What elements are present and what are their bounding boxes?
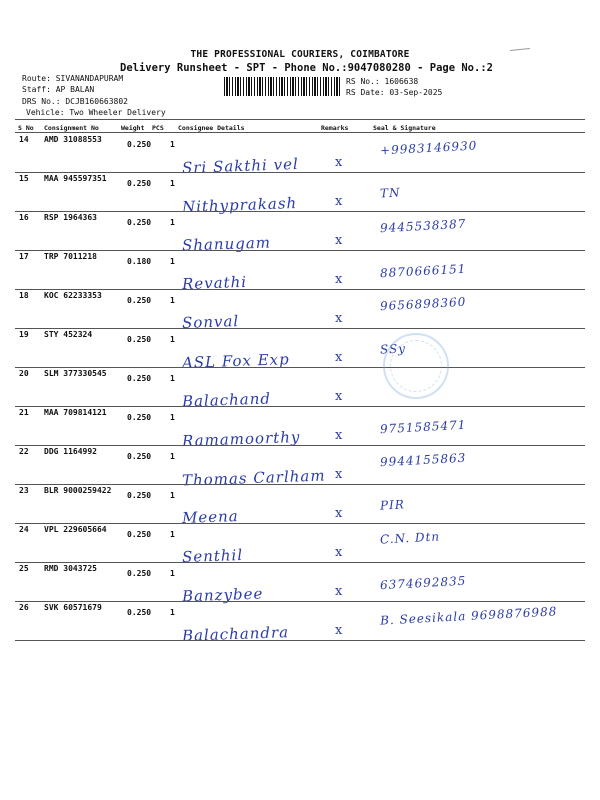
- row-remark-mark: x: [335, 623, 344, 638]
- row-weight: 0.250: [127, 452, 152, 461]
- row-weight: 0.250: [127, 413, 152, 422]
- row-handwritten-name: Sonval: [181, 312, 240, 332]
- row-handwritten-seal: 9751585471: [379, 417, 467, 437]
- seal-stamp-inner: [390, 340, 442, 392]
- row-weight: 0.250: [127, 335, 152, 344]
- row-handwritten-name: Nithyprakash: [181, 193, 298, 217]
- row-remark-mark: x: [335, 311, 344, 326]
- col-consignee: Consignee Details: [178, 124, 245, 132]
- row-pcs: 1: [170, 140, 175, 149]
- company-title: THE PROFESSIONAL COURIERS, COIMBATORE: [190, 49, 410, 60]
- row-sno: 23: [19, 486, 29, 495]
- route-label: Route: SIVANANDAPURAM: [22, 74, 124, 83]
- row-pcs: 1: [170, 218, 175, 227]
- row-consignment: BLR 9000259422: [44, 486, 112, 495]
- row-handwritten-name: ASL Fox Exp: [181, 350, 290, 372]
- row-sno: 21: [19, 408, 29, 417]
- row-sno: 20: [19, 369, 29, 378]
- row-consignment: RMD 3043725: [44, 564, 97, 573]
- row-consignment: MAA 709814121: [44, 408, 107, 417]
- rs-date: RS Date: 03-Sep-2025: [346, 88, 443, 97]
- row-handwritten-name: Thomas Carlham: [181, 466, 326, 490]
- row-weight: 0.250: [127, 218, 152, 227]
- row-handwritten-seal: 6374692835: [379, 573, 467, 593]
- row-handwritten-seal: B. Seesikala 9698876988: [379, 604, 558, 628]
- rs-number: RS No.: 1606638: [346, 77, 419, 86]
- row-sno: 18: [19, 291, 29, 300]
- col-sno: S No: [18, 124, 34, 132]
- row-remark-mark: x: [335, 350, 344, 365]
- row-handwritten-name: Sri Sakthi vel: [181, 154, 300, 178]
- col-weight: Weight: [121, 124, 145, 132]
- row-sno: 14: [19, 135, 29, 144]
- row-weight: 0.250: [127, 179, 152, 188]
- row-consignment: TRP 7011218: [44, 252, 97, 261]
- row-rule: [15, 367, 585, 368]
- row-handwritten-seal: C.N. Dtn: [379, 529, 441, 547]
- row-sno: 26: [19, 603, 29, 612]
- row-handwritten-name: Balachandra: [181, 623, 290, 645]
- row-pcs: 1: [170, 491, 175, 500]
- row-sno: 25: [19, 564, 29, 573]
- drs-label: DRS No.: DCJB160663802: [22, 97, 128, 106]
- col-pcs: PCS: [152, 124, 164, 132]
- row-consignment: SLM 377330545: [44, 369, 107, 378]
- row-pcs: 1: [170, 296, 175, 305]
- row-remark-mark: x: [335, 389, 344, 404]
- row-rule: [15, 445, 585, 446]
- row-consignment: KOC 62233353: [44, 291, 102, 300]
- staff-label: Staff: AP BALAN: [22, 85, 95, 94]
- row-weight: 0.250: [127, 296, 152, 305]
- row-rule: [15, 172, 585, 173]
- row-remark-mark: x: [335, 584, 344, 599]
- row-sno: 17: [19, 252, 29, 261]
- header-rule-bottom: [15, 132, 585, 133]
- row-pcs: 1: [170, 374, 175, 383]
- row-remark-mark: x: [335, 155, 344, 170]
- row-sno: 15: [19, 174, 29, 183]
- row-consignment: RSP 1964363: [44, 213, 97, 222]
- row-handwritten-name: Banzybee: [181, 584, 264, 606]
- row-weight: 0.250: [127, 530, 152, 539]
- row-handwritten-name: Meena: [181, 507, 240, 527]
- row-handwritten-seal: SSy: [379, 341, 407, 357]
- row-rule: [15, 562, 585, 563]
- row-remark-mark: x: [335, 506, 344, 521]
- row-handwritten-seal: TN: [379, 185, 401, 201]
- row-rule: [15, 250, 585, 251]
- row-handwritten-name: Balachand: [181, 389, 272, 411]
- row-consignment: SVK 60571679: [44, 603, 102, 612]
- row-pcs: 1: [170, 413, 175, 422]
- row-sno: 22: [19, 447, 29, 456]
- row-pcs: 1: [170, 452, 175, 461]
- row-rule: [15, 328, 585, 329]
- row-remark-mark: x: [335, 428, 344, 443]
- row-consignment: AMD 31088553: [44, 135, 102, 144]
- row-pcs: 1: [170, 569, 175, 578]
- row-pcs: 1: [170, 530, 175, 539]
- row-handwritten-seal: 9445538387: [379, 216, 467, 236]
- row-remark-mark: x: [335, 545, 344, 560]
- row-consignment: STY 452324: [44, 330, 93, 339]
- row-consignment: DDG 1164992: [44, 447, 97, 456]
- row-rule: [15, 640, 585, 641]
- col-consignment: Consignment No: [44, 124, 99, 132]
- row-weight: 0.180: [127, 257, 152, 266]
- row-weight: 0.250: [127, 374, 152, 383]
- row-handwritten-seal: 9656898360: [379, 294, 467, 314]
- col-remarks: Remarks: [321, 124, 349, 132]
- row-handwritten-name: Ramamoorthy: [181, 427, 301, 451]
- row-sno: 24: [19, 525, 29, 534]
- header-rule-top: [15, 119, 585, 120]
- row-weight: 0.250: [127, 491, 152, 500]
- row-handwritten-seal: +9983146930: [379, 138, 478, 158]
- row-handwritten-name: Revathi: [181, 272, 248, 294]
- row-handwritten-name: Shanugam: [181, 233, 272, 255]
- row-handwritten-seal: 9944155863: [379, 450, 467, 470]
- row-consignment: MAA 945597351: [44, 174, 107, 183]
- row-handwritten-seal: 8870666151: [379, 261, 467, 281]
- row-rule: [15, 289, 585, 290]
- runsheet-subtitle: Delivery Runsheet - SPT - Phone No.:9047080280 - Page No.:2: [120, 62, 493, 74]
- row-rule: [15, 523, 585, 524]
- row-handwritten-seal: PIR: [379, 497, 406, 513]
- row-weight: 0.250: [127, 569, 152, 578]
- row-consignment: VPL 229605664: [44, 525, 107, 534]
- row-rule: [15, 484, 585, 485]
- row-remark-mark: x: [335, 272, 344, 287]
- row-weight: 0.250: [127, 608, 152, 617]
- row-rule: [15, 601, 585, 602]
- row-rule: [15, 211, 585, 212]
- col-seal: Seal & Signature: [373, 124, 436, 132]
- row-remark-mark: x: [335, 194, 344, 209]
- vehicle-label: Vehicle: Two Wheeler Delivery: [26, 108, 166, 117]
- row-pcs: 1: [170, 257, 175, 266]
- row-weight: 0.250: [127, 140, 152, 149]
- barcode: [224, 77, 342, 96]
- row-pcs: 1: [170, 335, 175, 344]
- row-sno: 16: [19, 213, 29, 222]
- row-remark-mark: x: [335, 233, 344, 248]
- row-sno: 19: [19, 330, 29, 339]
- row-handwritten-name: Senthil: [181, 545, 244, 567]
- row-pcs: 1: [170, 179, 175, 188]
- row-rule: [15, 406, 585, 407]
- row-pcs: 1: [170, 608, 175, 617]
- row-remark-mark: x: [335, 467, 344, 482]
